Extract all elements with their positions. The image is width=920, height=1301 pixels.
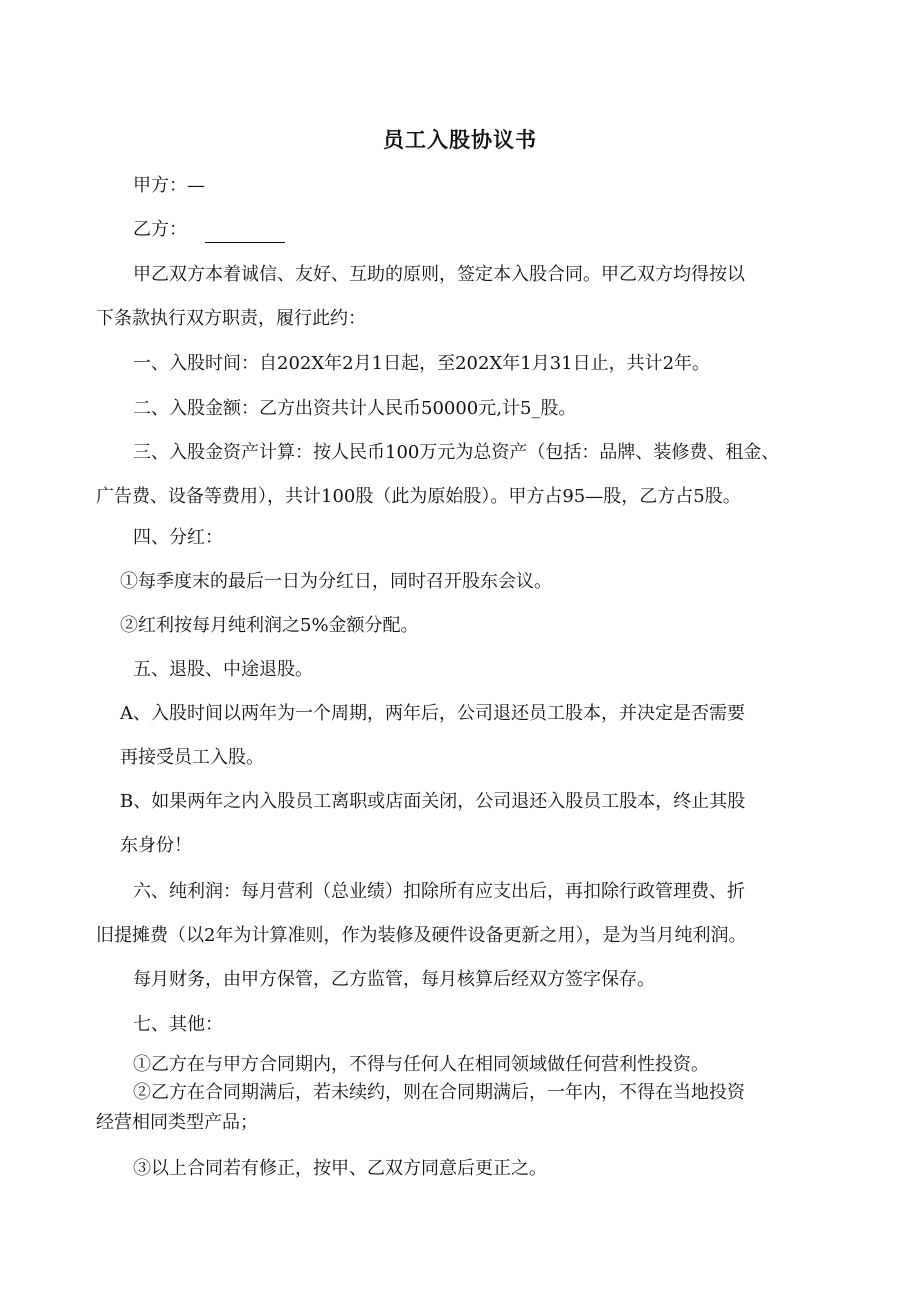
clause-5-item-a-line-1: A、入股时间以两年为一个周期，两年后，公司退还员工股本，并决定是否需要 [120,703,745,724]
clause-7-item-2-line-1: ②乙方在合同期满后，若未续约，则在合同期满后，一年内，不得在当地投资 [133,1082,745,1103]
party-a-line: 甲方：— [133,175,205,196]
clause-7-item-1: ①乙方在与甲方合同期内，不得与任何人在相同领域做任何营利性投资。 [133,1054,709,1075]
clause-5-item-b-line-1: B、如果两年之内入股员工离职或店面关闭，公司退还入股员工股本，终止其股 [120,791,746,812]
clause-3-line-1: 三、入股金资产计算：按人民币100万元为总资产（包括：品牌、装修费、租金、 [133,442,780,463]
clause-5-item-a-line-2: 再接受员工入股。 [120,747,264,768]
clause-6-line-1: 六、纯利润：每月营利（总业绩）扣除所有应支出后，再扣除行政管理费、折 [133,881,745,902]
clause-7-heading: 七、其他： [133,1014,223,1035]
party-b-label: 乙方： [133,219,187,240]
clause-2: 二、入股金额：乙方出资共计人民币50000元,计5_股。 [133,398,577,419]
clause-5-heading: 五、退股、中途退股。 [133,659,313,680]
clause-6-finance: 每月财务，由甲方保管，乙方监管，每月核算后经双方签字保存。 [133,969,655,990]
intro-line-2: 下条款执行双方职责，履行此约： [96,308,366,329]
clause-4-heading: 四、分红： [133,527,223,548]
clause-6-line-2: 旧提摊费（以2年为计算准则，作为装修及硬件设备更新之用），是为当月纯利润。 [96,925,747,946]
party-b-line [133,217,285,243]
clause-7-item-3: ③以上合同若有修正，按甲、乙双方同意后更正之。 [133,1158,547,1179]
intro-line-1: 甲乙双方本着诚信、友好、互助的原则，签定本入股合同。甲乙双方均得按以 [133,264,745,285]
party-b-blank [205,224,285,243]
clause-7-item-2-line-2: 经营相同类型产品； [96,1112,258,1133]
clause-5-item-b-line-2: 东身份！ [120,835,192,856]
clause-1: 一、入股时间：自202X年2月1日起，至202X年1月31日止，共计2年。 [133,353,711,374]
clause-4-item-2: ②红利按每月纯利润之5%金额分配。 [120,615,419,636]
clause-3-line-2: 广告费、设备等费用），共计100股（此为原始股）。甲方占95—股，乙方占5股。 [96,486,741,507]
clause-4-item-1: ①每季度末的最后一日为分红日，同时召开股东会议。 [120,571,552,592]
document-title: 员工入股协议书 [383,128,537,152]
